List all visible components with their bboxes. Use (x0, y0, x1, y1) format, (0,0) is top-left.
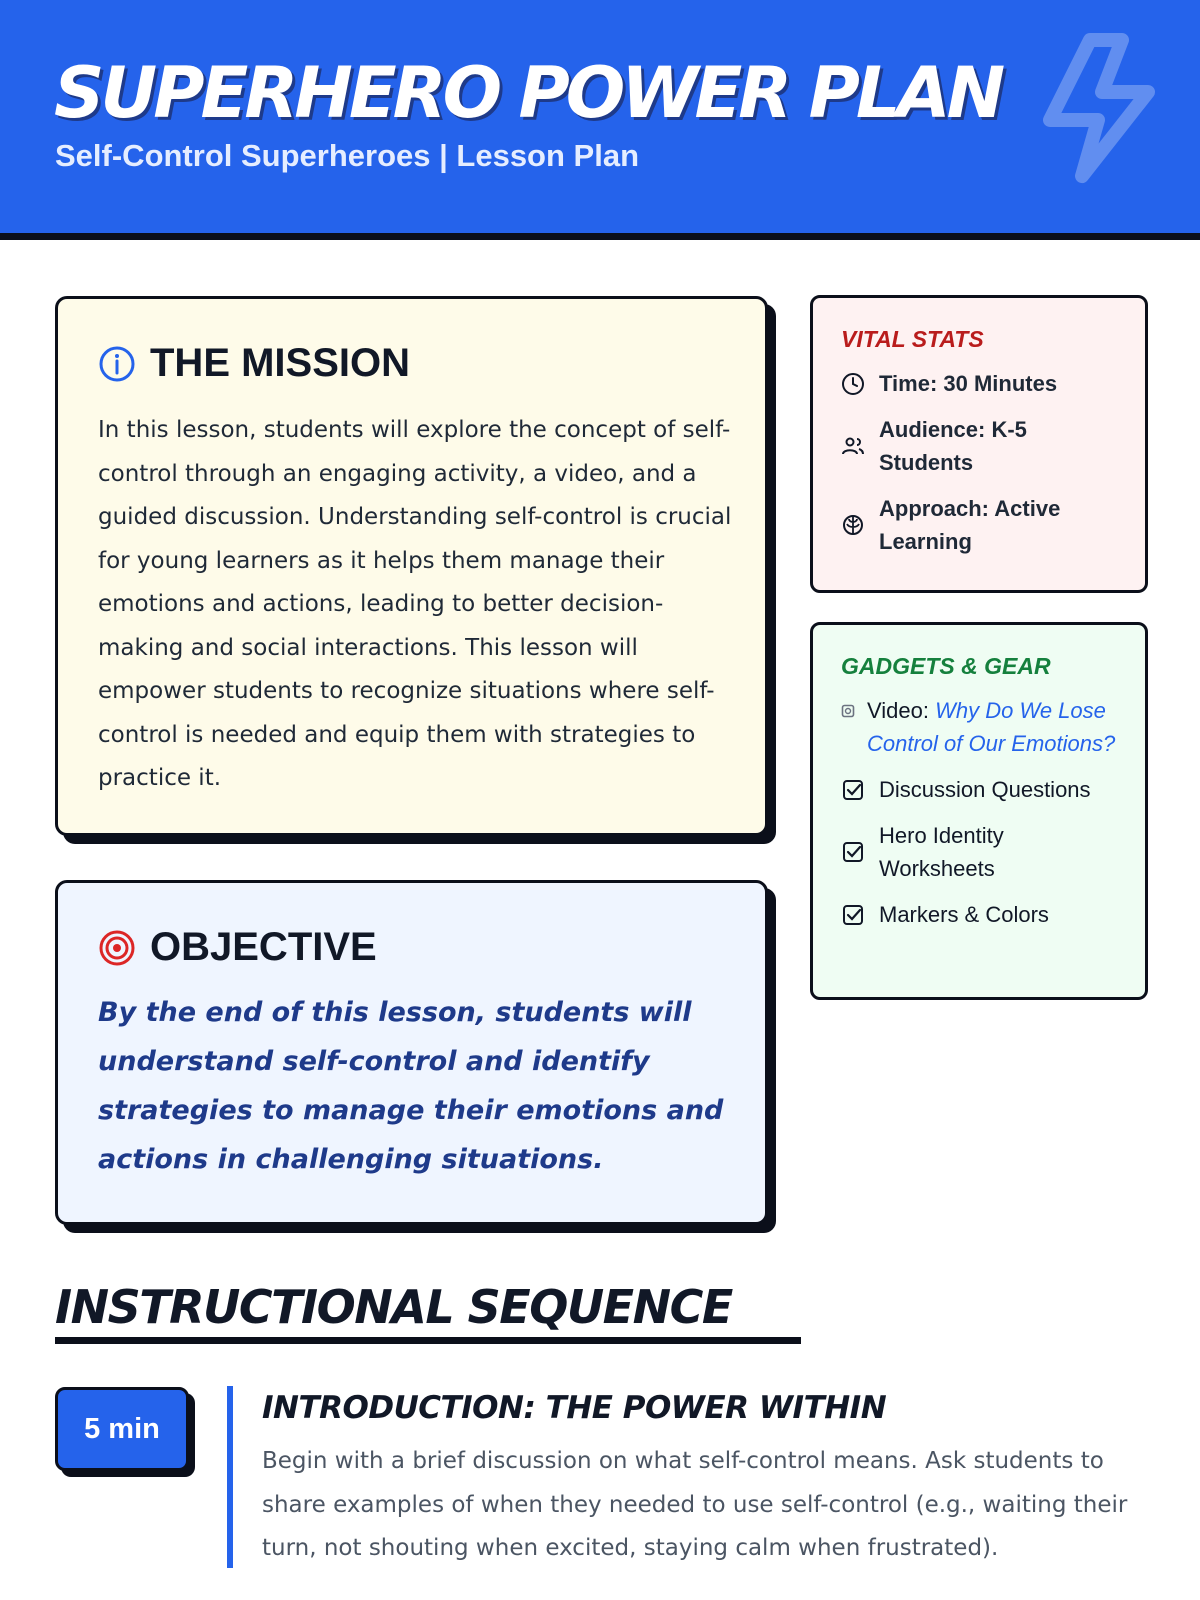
objective-body: By the end of this lesson, students will understand self-control and identify strategies to manage their emotions and actions in challenging situations. (98, 997, 724, 1175)
stat-audience-text: Audience: K-5 Students (879, 417, 1027, 475)
stat-audience (841, 413, 1119, 479)
video-icon (841, 704, 855, 718)
gear-item-text: Markers & Colors (879, 902, 1049, 927)
checkbox-icon (841, 778, 865, 802)
mission-body: In this lesson, students will explore the concept of self-control through an engaging activity, a video, and a guided discussion. Understanding self-control is crucial for young learners as it helps them manage their emotions and actions, leading to better decision-making and social interactions. This lesson will empower students to recognize situations where self-control is needed and equip them with strategies to practice it. (98, 417, 732, 791)
checkbox-icon (841, 903, 865, 927)
stat-time (841, 367, 1119, 400)
gadgets-title: GADGETS & GEAR (841, 653, 1051, 679)
sequence-title: INSTRUCTIONAL SEQUENCE (55, 1280, 732, 1334)
page-title: SUPERHERO POWER PLAN (54, 52, 1002, 134)
step-time-badge: 5 min (55, 1387, 189, 1471)
gear-video-text (867, 694, 1119, 760)
vital-stats-card (810, 295, 1148, 593)
page-subtitle: Self-Control Superheroes | Lesson Plan (55, 138, 640, 173)
info-icon (98, 345, 136, 383)
video-prefix: Video: (867, 698, 936, 723)
stat-time-text: Time: 30 Minutes (879, 371, 1058, 396)
users-icon (841, 434, 865, 458)
gear-item-text: Discussion Questions (879, 777, 1091, 802)
mission-card (55, 296, 768, 836)
brain-icon (841, 513, 865, 537)
gear-video (841, 694, 1119, 760)
objective-heading-text: OBJECTIVE (150, 925, 377, 969)
objective-heading (98, 925, 377, 970)
stat-approach (841, 492, 1119, 558)
step-body: Begin with a brief discussion on what self-control means. Ask students to share examples of when they needed to use self-control (e.g., waiting their turn, not shouting when excited, staying calm when frustrated). (262, 1448, 1128, 1561)
gear-item-discussion (841, 773, 1119, 806)
target-icon (98, 929, 136, 967)
vital-stats-title: VITAL STATS (841, 326, 984, 352)
clock-icon (841, 372, 865, 396)
mission-heading (98, 341, 410, 386)
checkbox-icon (841, 840, 865, 864)
stat-approach-text: Approach: Active Learning (879, 496, 1061, 554)
sequence-underline (55, 1337, 801, 1344)
page-header (0, 0, 1200, 240)
gear-item-worksheets (841, 819, 1119, 885)
mission-heading-text: THE MISSION (150, 341, 411, 385)
gear-item-text: Hero Identity Worksheets (879, 823, 1004, 881)
gadgets-card (810, 622, 1148, 1000)
video-link[interactable]: Why Do We Lose Control of Our Emotions? (867, 698, 1116, 756)
lightning-bolt-icon (1020, 28, 1170, 188)
objective-card (55, 880, 768, 1225)
step-accent-bar (227, 1386, 233, 1568)
step-title: INTRODUCTION: THE POWER WITHIN (262, 1390, 887, 1426)
gear-item-markers (841, 898, 1119, 931)
